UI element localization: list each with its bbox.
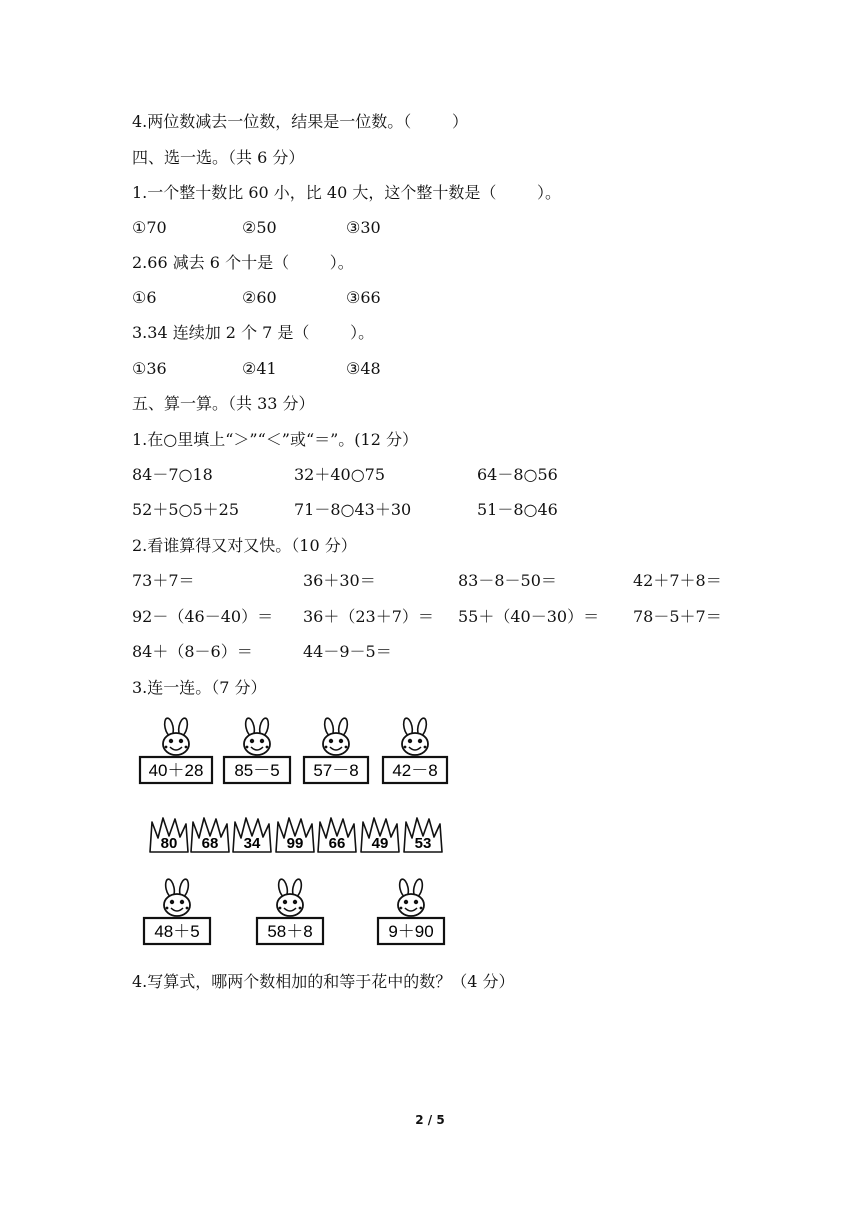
grass-number: 68	[201, 835, 219, 852]
compare-item: 51－8○46	[477, 500, 558, 519]
flower-sum-instruction: 4.写算式，哪两个数相加的和等于花中的数？（4 分）	[132, 972, 515, 991]
choice-1-option-2: ②50	[242, 218, 277, 237]
choice-2-option-1: ①6	[132, 288, 157, 307]
choice-3-option-1: ①36	[132, 359, 167, 378]
grass-tuft	[276, 818, 314, 852]
grass-tuft	[233, 818, 271, 852]
grass-tuft	[318, 818, 356, 852]
choice-question-1: 1.一个整十数比 60 小，比 40 大，这个整十数是（ ）。	[132, 183, 562, 202]
rabbit-top	[140, 717, 212, 783]
rabbit-top	[224, 717, 290, 783]
compare-instruction: 1.在○里填上“＞”“＜”或“＝”。(12 分）	[132, 430, 418, 449]
grass-number: 53	[414, 835, 432, 852]
matching-instruction: 3.连一连。（7 分）	[132, 678, 267, 697]
choice-2-option-2: ②60	[242, 288, 277, 307]
expression-label: 58＋8	[267, 922, 313, 941]
calc-item: 84＋（8－6）＝	[132, 642, 253, 661]
choice-1-option-1: ①70	[132, 218, 167, 237]
grass-number: 49	[371, 835, 389, 852]
grass-number: 66	[328, 835, 346, 852]
expression-label: 9＋90	[388, 922, 434, 941]
rabbit-bottom	[144, 878, 210, 944]
expression-label: 48＋5	[154, 922, 200, 941]
calc-item: 55＋（40－30）＝	[458, 607, 600, 626]
compare-item: 64－8○56	[477, 465, 558, 484]
choice-2-option-3: ③66	[346, 288, 381, 307]
compare-item: 32＋40○75	[294, 465, 386, 484]
grass-tuft	[361, 818, 399, 852]
calc-item: 44－9－5＝	[303, 642, 392, 661]
choice-question-3: 3.34 连续加 2 个 7 是（ ）。	[132, 323, 375, 342]
choice-1-option-3: ③30	[346, 218, 381, 237]
rabbit-top	[304, 717, 368, 783]
compare-item: 71－8○43＋30	[294, 500, 412, 519]
rabbit-bottom	[257, 878, 323, 944]
grass-number: 80	[160, 835, 178, 852]
grass-number: 99	[286, 835, 304, 852]
compare-item: 52＋5○5＋25	[132, 500, 240, 519]
grass-number: 34	[243, 835, 261, 852]
true-false-question-4: 4.两位数减去一位数，结果是一位数。（ ）	[132, 112, 468, 131]
expression-label: 57－8	[313, 761, 359, 780]
calc-item: 73＋7＝	[132, 571, 195, 590]
page-number: 2 / 5	[415, 1113, 445, 1127]
grass-tuft	[191, 818, 229, 852]
calc-item: 42＋7＋8＝	[633, 571, 722, 590]
choice-3-option-3: ③48	[346, 359, 381, 378]
choice-3-option-2: ②41	[242, 359, 277, 378]
calc-item: 36＋30＝	[303, 571, 376, 590]
compare-item: 84－7○18	[132, 465, 213, 484]
calc-item: 92－（46－40）＝	[132, 607, 274, 626]
calc-item: 36＋（23＋7）＝	[303, 607, 434, 626]
calc-item: 83－8－50＝	[458, 571, 557, 590]
choice-question-2: 2.66 减去 6 个十是（ ）。	[132, 253, 354, 272]
section-5-title: 五、算一算。（共 33 分）	[132, 394, 315, 413]
calc-instruction: 2.看谁算得又对又快。（10 分）	[132, 536, 357, 555]
grass-tuft	[150, 818, 188, 852]
expression-label: 40＋28	[148, 761, 204, 780]
expression-label: 42－8	[392, 761, 438, 780]
expression-label: 85－5	[234, 761, 280, 780]
grass-tuft	[404, 818, 442, 852]
rabbit-top	[383, 717, 447, 783]
rabbit-bottom	[378, 878, 444, 944]
calc-item: 78－5＋7＝	[633, 607, 722, 626]
section-4-title: 四、选一选。（共 6 分）	[132, 148, 305, 167]
